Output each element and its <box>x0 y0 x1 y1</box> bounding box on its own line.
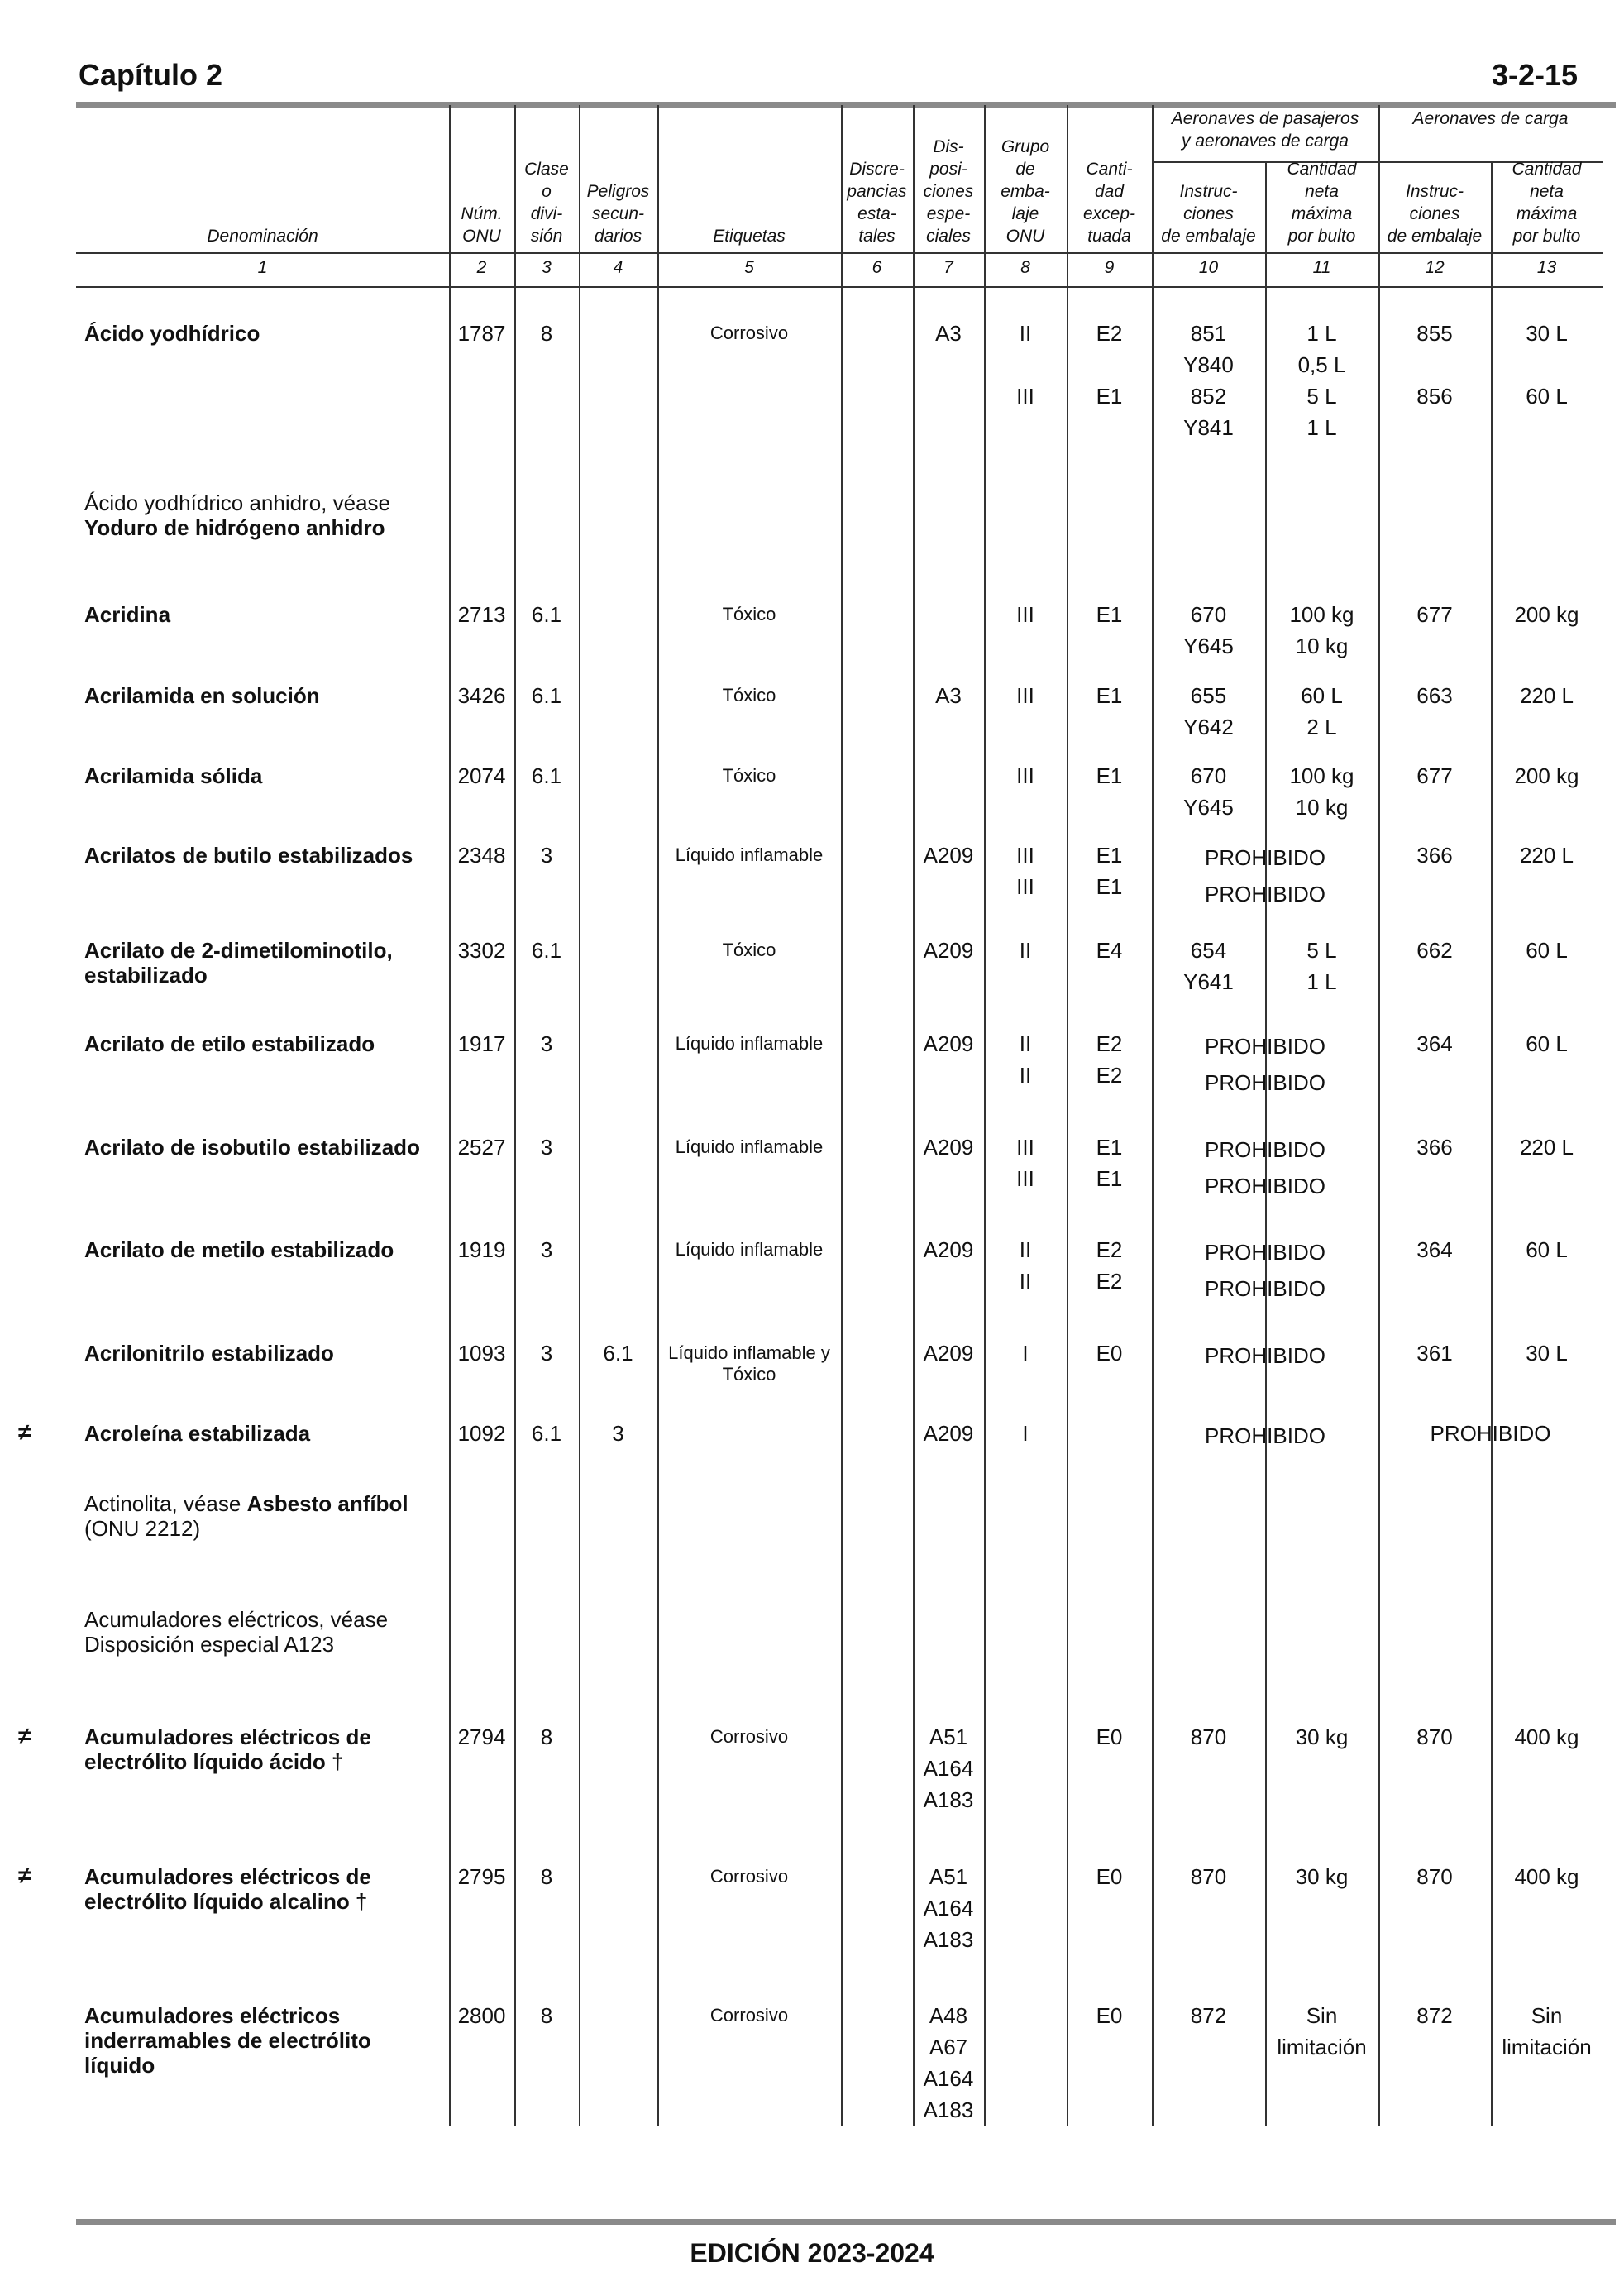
substance-name <box>84 321 440 346</box>
packing-group: I <box>1022 1341 1029 1366</box>
cargo-max-net-quantity: 30 L <box>1526 1341 1568 1366</box>
passenger-max-net-quantity: 5 L 1 L <box>1306 938 1337 994</box>
un-number: 2795 <box>457 1864 506 1889</box>
excepted-quantity: E0 <box>1096 2003 1123 2028</box>
passenger-packing-instruction: 654 Y641 <box>1183 938 1234 994</box>
cargo-max-net-quantity: Sin limitación <box>1502 2003 1592 2059</box>
name-main: Acrilato de 2-dimetilominotilo, estabilizado <box>84 938 393 988</box>
page-number: 3-2-15 <box>1491 58 1578 92</box>
cargo-packing-instruction: 677 <box>1416 763 1453 788</box>
name-main: Yoduro de hidrógeno anhidro <box>84 515 385 540</box>
name-main: Acrilato de etilo estabilizado <box>84 1031 375 1056</box>
packing-group: I <box>1022 1421 1029 1446</box>
un-number: 2800 <box>457 2003 506 2028</box>
column-divider <box>449 105 451 2126</box>
cargo-max-net-quantity: 200 kg <box>1514 602 1579 627</box>
class-division: 3 <box>540 1237 553 1262</box>
excepted-quantity: E2 E2 <box>1096 1237 1123 1294</box>
column-number: 2 <box>476 258 487 277</box>
class-division: 8 <box>540 2003 553 2028</box>
packing-group: III III <box>1016 1135 1034 1191</box>
class-division: 8 <box>540 1724 553 1749</box>
excepted-quantity: E1 E1 <box>1096 1135 1123 1191</box>
name-main: Acumuladores eléctricos de electrólito líquido ácido † <box>84 1724 371 1774</box>
packing-group: III <box>1016 602 1034 627</box>
substance-name <box>84 683 440 708</box>
column-number: 8 <box>1020 258 1030 277</box>
cargo-packing-instruction: 663 <box>1416 683 1453 708</box>
substance-name <box>84 1607 440 1657</box>
hazard-label: Líquido inflamable y Tóxico <box>668 1342 830 1385</box>
cargo-packing-instruction: 677 <box>1416 602 1453 627</box>
cargo-max-net-quantity: 60 L <box>1526 1031 1568 1056</box>
cargo-packing-instruction: 872 <box>1416 2003 1453 2028</box>
name-main: Acrilatos de butilo estabilizados <box>84 843 413 868</box>
cargo-packing-instruction: 361 <box>1416 1341 1453 1366</box>
column-number: 1 <box>257 258 268 277</box>
substance-name <box>84 1724 440 1774</box>
un-number: 1787 <box>457 321 506 346</box>
cargo-packing-instruction: 662 <box>1416 938 1453 963</box>
cargo-packing-instruction: 870 <box>1416 1864 1453 1889</box>
un-number: 2348 <box>457 843 506 868</box>
subsidiary-hazard: 6.1 <box>603 1341 633 1366</box>
class-division: 6.1 <box>531 683 562 708</box>
footer-rule <box>76 2219 1616 2225</box>
cargo-max-net-quantity: 60 L <box>1526 1237 1568 1262</box>
packing-group: II III <box>1016 321 1034 409</box>
special-provisions: A48 A67 A164 A183 <box>923 2003 974 2122</box>
column-header: Instruc- ciones de embalaje <box>1161 182 1256 246</box>
revision-mark: ≠ <box>18 1863 31 1888</box>
packing-group: III <box>1016 763 1034 788</box>
chapter-title: Capítulo 2 <box>79 58 223 92</box>
hazard-label: Líquido inflamable <box>675 844 824 865</box>
column-header: Dis- posi- ciones espe- ciales <box>923 137 974 246</box>
class-division: 6.1 <box>531 938 562 963</box>
passenger-packing-instruction: 851 Y840 852 Y841 <box>1183 321 1234 440</box>
name-main: Acrilamida sólida <box>84 763 263 788</box>
column-header: Peligros secun- darios <box>586 182 650 246</box>
passenger-packing-instruction: 872 <box>1190 2003 1227 2028</box>
passenger-packing-instruction: 670 Y645 <box>1183 602 1234 658</box>
substance-name <box>84 1237 440 1262</box>
group-header-cargo: Aeronaves de carga <box>1412 109 1569 128</box>
substance-name <box>84 1421 440 1446</box>
name-main: Acrilato de metilo estabilizado <box>84 1237 394 1262</box>
column-number: 3 <box>542 258 552 277</box>
name-prefix: Actinolita, véase <box>84 1491 241 1516</box>
cargo-max-net-quantity: 60 L <box>1526 938 1568 963</box>
column-number: 9 <box>1104 258 1115 277</box>
excepted-quantity: E1 <box>1096 602 1123 627</box>
header-rule <box>76 102 1616 108</box>
column-divider <box>841 105 843 2126</box>
special-provisions: A51 A164 A183 <box>923 1864 974 1952</box>
column-header: Grupo de emba- laje ONU <box>1001 137 1050 246</box>
special-provisions: A209 <box>923 938 974 963</box>
cargo-packing-instruction: 364 <box>1416 1031 1453 1056</box>
passenger-forbidden: PROHIBIDO PROHIBIDO <box>1205 845 1325 906</box>
hazard-label: Corrosivo <box>709 323 789 343</box>
revision-mark: ≠ <box>18 1419 31 1445</box>
name-main: Acroleína estabilizada <box>84 1421 311 1446</box>
cargo-max-net-quantity: 200 kg <box>1514 763 1579 788</box>
passenger-forbidden: PROHIBIDO <box>1205 1423 1325 1448</box>
column-header: Discre- pancias esta- tales <box>847 160 907 246</box>
excepted-quantity: E1 <box>1096 763 1123 788</box>
hazard-label: Tóxico <box>722 604 776 624</box>
un-number: 1092 <box>457 1421 506 1446</box>
un-number: 3302 <box>457 938 506 963</box>
name-main: Ácido yodhídrico <box>84 321 260 346</box>
hazard-label: Corrosivo <box>709 2005 789 2026</box>
substance-name <box>84 843 440 868</box>
column-header: Canti- dad excep- tuada <box>1082 160 1136 246</box>
un-number: 1919 <box>457 1237 506 1262</box>
substance-name <box>84 1491 440 1541</box>
excepted-quantity: E4 <box>1096 938 1123 963</box>
column-number: 11 <box>1312 258 1331 277</box>
name-main: Acrilonitrilo estabilizado <box>84 1341 334 1366</box>
column-number: 5 <box>744 258 754 277</box>
passenger-max-net-quantity: 60 L 2 L <box>1301 683 1343 739</box>
group-header-passenger: Aeronaves de pasajeros y aeronaves de carga <box>1171 109 1359 151</box>
name-suffix: (ONU 2212) <box>84 1516 201 1541</box>
un-number: 2074 <box>457 763 506 788</box>
passenger-max-net-quantity: 100 kg 10 kg <box>1289 602 1354 658</box>
cargo-max-net-quantity: 400 kg <box>1514 1724 1579 1749</box>
hazard-label: Líquido inflamable <box>675 1136 824 1157</box>
edition-footer: EDICIÓN 2023-2024 <box>690 2238 934 2268</box>
hazard-label: Tóxico <box>722 765 776 786</box>
class-division: 6.1 <box>531 763 562 788</box>
cargo-packing-instruction: 366 <box>1416 1135 1453 1160</box>
packing-group: II II <box>1019 1031 1032 1088</box>
substance-name <box>84 938 440 988</box>
column-divider <box>579 105 580 2126</box>
cargo-packing-instruction: 366 <box>1416 843 1453 868</box>
special-provisions: A209 <box>923 1421 974 1446</box>
class-division: 8 <box>540 1864 553 1889</box>
excepted-quantity: E0 <box>1096 1864 1123 1889</box>
excepted-quantity: E2 E1 <box>1096 321 1123 409</box>
column-number: 4 <box>613 258 623 277</box>
passenger-packing-instruction: 870 <box>1190 1864 1227 1889</box>
substance-name <box>84 763 440 788</box>
revision-mark: ≠ <box>18 1723 31 1748</box>
name-prefix: Ácido yodhídrico anhidro, véase <box>84 490 391 515</box>
column-header: Clase o divi- sión <box>524 160 569 246</box>
name-main: Acumuladores eléctricos de electrólito líquido alcalino † <box>84 1864 371 1914</box>
hazard-label: Tóxico <box>722 685 776 706</box>
column-header: Etiquetas <box>713 227 786 246</box>
column-number: 6 <box>872 258 882 277</box>
column-header: Cantidad neta máxima por bulto <box>1512 160 1582 246</box>
passenger-max-net-quantity: 100 kg 10 kg <box>1289 763 1354 820</box>
passenger-max-net-quantity: Sin limitación <box>1277 2003 1367 2059</box>
excepted-quantity: E2 E2 <box>1096 1031 1123 1088</box>
special-provisions: A51 A164 A183 <box>923 1724 974 1812</box>
excepted-quantity: E0 <box>1096 1724 1123 1749</box>
class-division: 3 <box>540 1341 553 1366</box>
class-division: 6.1 <box>531 602 562 627</box>
cargo-packing-instruction: 870 <box>1416 1724 1453 1749</box>
column-number: 12 <box>1425 258 1445 277</box>
column-divider <box>657 105 659 2126</box>
passenger-max-net-quantity: 30 kg <box>1295 1864 1349 1889</box>
passenger-packing-instruction: 870 <box>1190 1724 1227 1749</box>
class-division: 3 <box>540 1031 553 1056</box>
subsidiary-hazard: 3 <box>612 1421 624 1446</box>
cargo-max-net-quantity: 30 L 60 L <box>1526 321 1568 409</box>
column-header: Instruc- ciones de embalaje <box>1387 182 1483 246</box>
substance-name <box>84 1341 440 1366</box>
packing-group: II II <box>1019 1237 1032 1294</box>
substance-name <box>84 1135 440 1160</box>
column-divider <box>913 105 915 2126</box>
un-number: 3426 <box>457 683 506 708</box>
substance-name <box>84 1031 440 1056</box>
excepted-quantity: E0 <box>1096 1341 1123 1366</box>
substance-name <box>84 1864 440 1914</box>
passenger-packing-instruction: 670 Y645 <box>1183 763 1234 820</box>
special-provisions: A3 <box>935 321 962 346</box>
substance-name <box>84 602 440 627</box>
hazard-label: Líquido inflamable <box>675 1033 824 1054</box>
name-main: Acumuladores eléctricos inderramables de electrólito líquido <box>84 2003 371 2078</box>
cargo-max-net-quantity: 220 L <box>1519 1135 1574 1160</box>
special-provisions: A209 <box>923 1031 974 1056</box>
column-number: 13 <box>1536 258 1557 277</box>
special-provisions: A3 <box>935 683 962 708</box>
column-number-rule <box>76 286 1603 288</box>
special-provisions: A209 <box>923 1135 974 1160</box>
special-provisions: A209 <box>923 1341 974 1366</box>
header-bottom-rule <box>76 252 1603 254</box>
class-division: 3 <box>540 1135 553 1160</box>
special-provisions: A209 <box>923 1237 974 1262</box>
hazard-label: Líquido inflamable <box>675 1239 824 1260</box>
name-prefix: Acumuladores eléctricos, véase Disposición especial A123 <box>84 1607 389 1657</box>
cargo-max-net-quantity: 220 L <box>1519 683 1574 708</box>
un-number: 1917 <box>457 1031 506 1056</box>
column-number: 7 <box>943 258 953 277</box>
passenger-forbidden: PROHIBIDO PROHIBIDO <box>1205 1240 1325 1301</box>
cargo-max-net-quantity: 220 L <box>1519 843 1574 868</box>
name-main: Asbesto anfíbol <box>246 1491 408 1516</box>
name-main: Acridina <box>84 602 171 627</box>
passenger-forbidden: PROHIBIDO PROHIBIDO <box>1205 1034 1325 1095</box>
un-number: 2713 <box>457 602 506 627</box>
packing-group: II <box>1019 938 1032 963</box>
class-division: 3 <box>540 843 553 868</box>
passenger-max-net-quantity: 1 L 0,5 L 5 L 1 L <box>1297 321 1346 440</box>
cargo-max-net-quantity: 400 kg <box>1514 1864 1579 1889</box>
column-header: Denominación <box>207 227 318 246</box>
excepted-quantity: E1 <box>1096 683 1123 708</box>
passenger-packing-instruction: 655 Y642 <box>1183 683 1234 739</box>
cargo-packing-instruction: 364 <box>1416 1237 1453 1262</box>
column-divider <box>514 105 516 2126</box>
hazard-label: Tóxico <box>722 940 776 960</box>
column-header: Cantidad neta máxima por bulto <box>1287 160 1357 246</box>
name-main: Acrilamida en solución <box>84 683 320 708</box>
special-provisions: A209 <box>923 843 974 868</box>
passenger-forbidden: PROHIBIDO <box>1205 1343 1325 1368</box>
substance-name <box>84 2003 440 2078</box>
un-number: 2794 <box>457 1724 506 1749</box>
passenger-forbidden: PROHIBIDO PROHIBIDO <box>1205 1137 1325 1198</box>
un-number: 1093 <box>457 1341 506 1366</box>
column-number: 10 <box>1198 258 1219 277</box>
column-header: Núm. ONU <box>461 204 503 246</box>
class-division: 6.1 <box>531 1421 562 1446</box>
name-main: Acrilato de isobutilo estabilizado <box>84 1135 420 1160</box>
hazard-label: Corrosivo <box>709 1866 789 1887</box>
class-division: 8 <box>540 321 553 346</box>
passenger-max-net-quantity: 30 kg <box>1295 1724 1349 1749</box>
excepted-quantity: E1 E1 <box>1096 843 1123 899</box>
cargo-packing-instruction: 855 856 <box>1416 321 1453 409</box>
un-number: 2527 <box>457 1135 506 1160</box>
packing-group: III <box>1016 683 1034 708</box>
cargo-forbidden: PROHIBIDO <box>1430 1421 1551 1446</box>
hazard-label: Corrosivo <box>709 1726 789 1747</box>
packing-group: III III <box>1016 843 1034 899</box>
substance-name <box>84 490 440 540</box>
